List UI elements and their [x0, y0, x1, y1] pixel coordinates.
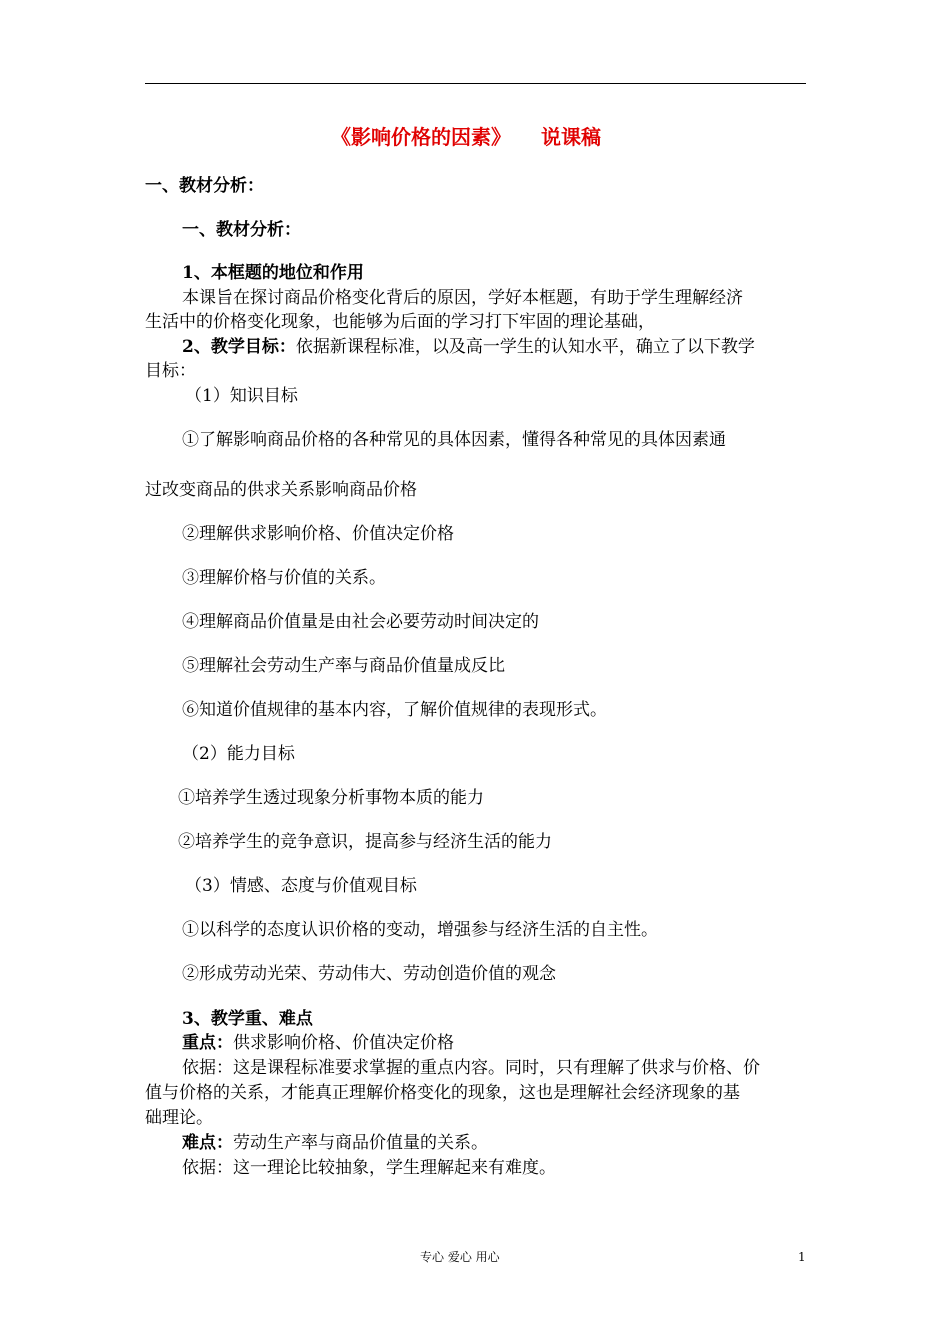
- document-title: [331, 126, 601, 148]
- knowledge-goal-label: （1）知识目标: [185, 386, 298, 406]
- difficult-basis: 依据：这一理论比较抽象，学生理解起来有难度。: [182, 1158, 556, 1178]
- difficult-point-text: 劳动生产率与商品价值量的关系。: [233, 1133, 488, 1153]
- section1-sub-heading: 一、教材分析：: [182, 220, 301, 240]
- knowledge-item-6: ⑥知道价值规律的基本内容，了解价值规律的表现形式。: [182, 700, 607, 720]
- knowledge-item-3: ③理解价格与价值的关系。: [182, 568, 386, 588]
- knowledge-item-1-line2: 过改变商品的供求关系影响商品价格: [145, 480, 417, 500]
- difficult-point: [182, 1132, 488, 1154]
- difficult-point-label: 难点：: [182, 1133, 233, 1153]
- ability-item-2: ②培养学生的竞争意识，提高参与经济生活的能力: [178, 832, 552, 852]
- ability-goal-label: （2）能力目标: [182, 744, 295, 764]
- key-point: [182, 1032, 454, 1054]
- page-number: 1: [798, 1250, 806, 1264]
- knowledge-item-1-line1: ①了解影响商品价格的各种常见的具体因素，懂得各种常见的具体因素通: [182, 430, 726, 450]
- key-point-text: 供求影响价格、价值决定价格: [233, 1033, 454, 1053]
- title-sub: 说课稿: [541, 125, 601, 149]
- key-basis-line3: 础理论。: [145, 1108, 213, 1128]
- title-main: 《影响价格的因素》: [331, 125, 511, 149]
- knowledge-item-2: ②理解供求影响价格、价值决定价格: [182, 524, 454, 544]
- emotion-goal-label: （3）情感、态度与价值观目标: [185, 876, 417, 896]
- header-rule: [145, 83, 806, 84]
- key-basis-line2: 值与价格的关系，才能真正理解价格变化的现象，这也是理解社会经济现象的基: [145, 1083, 740, 1103]
- knowledge-item-4: ④理解商品价值量是由社会必要劳动时间决定的: [182, 612, 539, 632]
- key-point-label: 重点：: [182, 1033, 233, 1053]
- knowledge-item-5: ⑤理解社会劳动生产率与商品价值量成反比: [182, 656, 505, 676]
- emotion-item-1: ①以科学的态度认识价格的变动，增强参与经济生活的自主性。: [182, 920, 658, 940]
- part2-heading: [182, 336, 755, 358]
- part2-heading-line2: 目标：: [145, 361, 196, 381]
- footer-slogan: 专心 爱心 用心: [420, 1250, 500, 1264]
- emotion-item-2: ②形成劳动光荣、劳动伟大、劳动创造价值的观念: [182, 964, 556, 984]
- part1-heading: 1、本框题的地位和作用: [182, 263, 364, 283]
- part1-paragraph-line2: 生活中的价格变化现象，也能够为后面的学习打下牢固的理论基础，: [145, 312, 655, 332]
- part2-heading-label: 2、教学目标：: [182, 337, 296, 357]
- key-basis-line1: 依据：这是课程标准要求掌握的重点内容。同时，只有理解了供求与价格、价: [182, 1058, 760, 1078]
- ability-item-1: ①培养学生透过现象分析事物本质的能力: [178, 788, 484, 808]
- part3-heading: 3、教学重、难点: [182, 1009, 313, 1029]
- part1-paragraph-line1: 本课旨在探讨商品价格变化背后的原因，学好本框题，有助于学生理解经济: [182, 288, 743, 308]
- part2-heading-text: 依据新课程标准，以及高一学生的认知水平，确立了以下教学: [295, 337, 755, 357]
- section1-heading: 一、教材分析：: [145, 176, 264, 196]
